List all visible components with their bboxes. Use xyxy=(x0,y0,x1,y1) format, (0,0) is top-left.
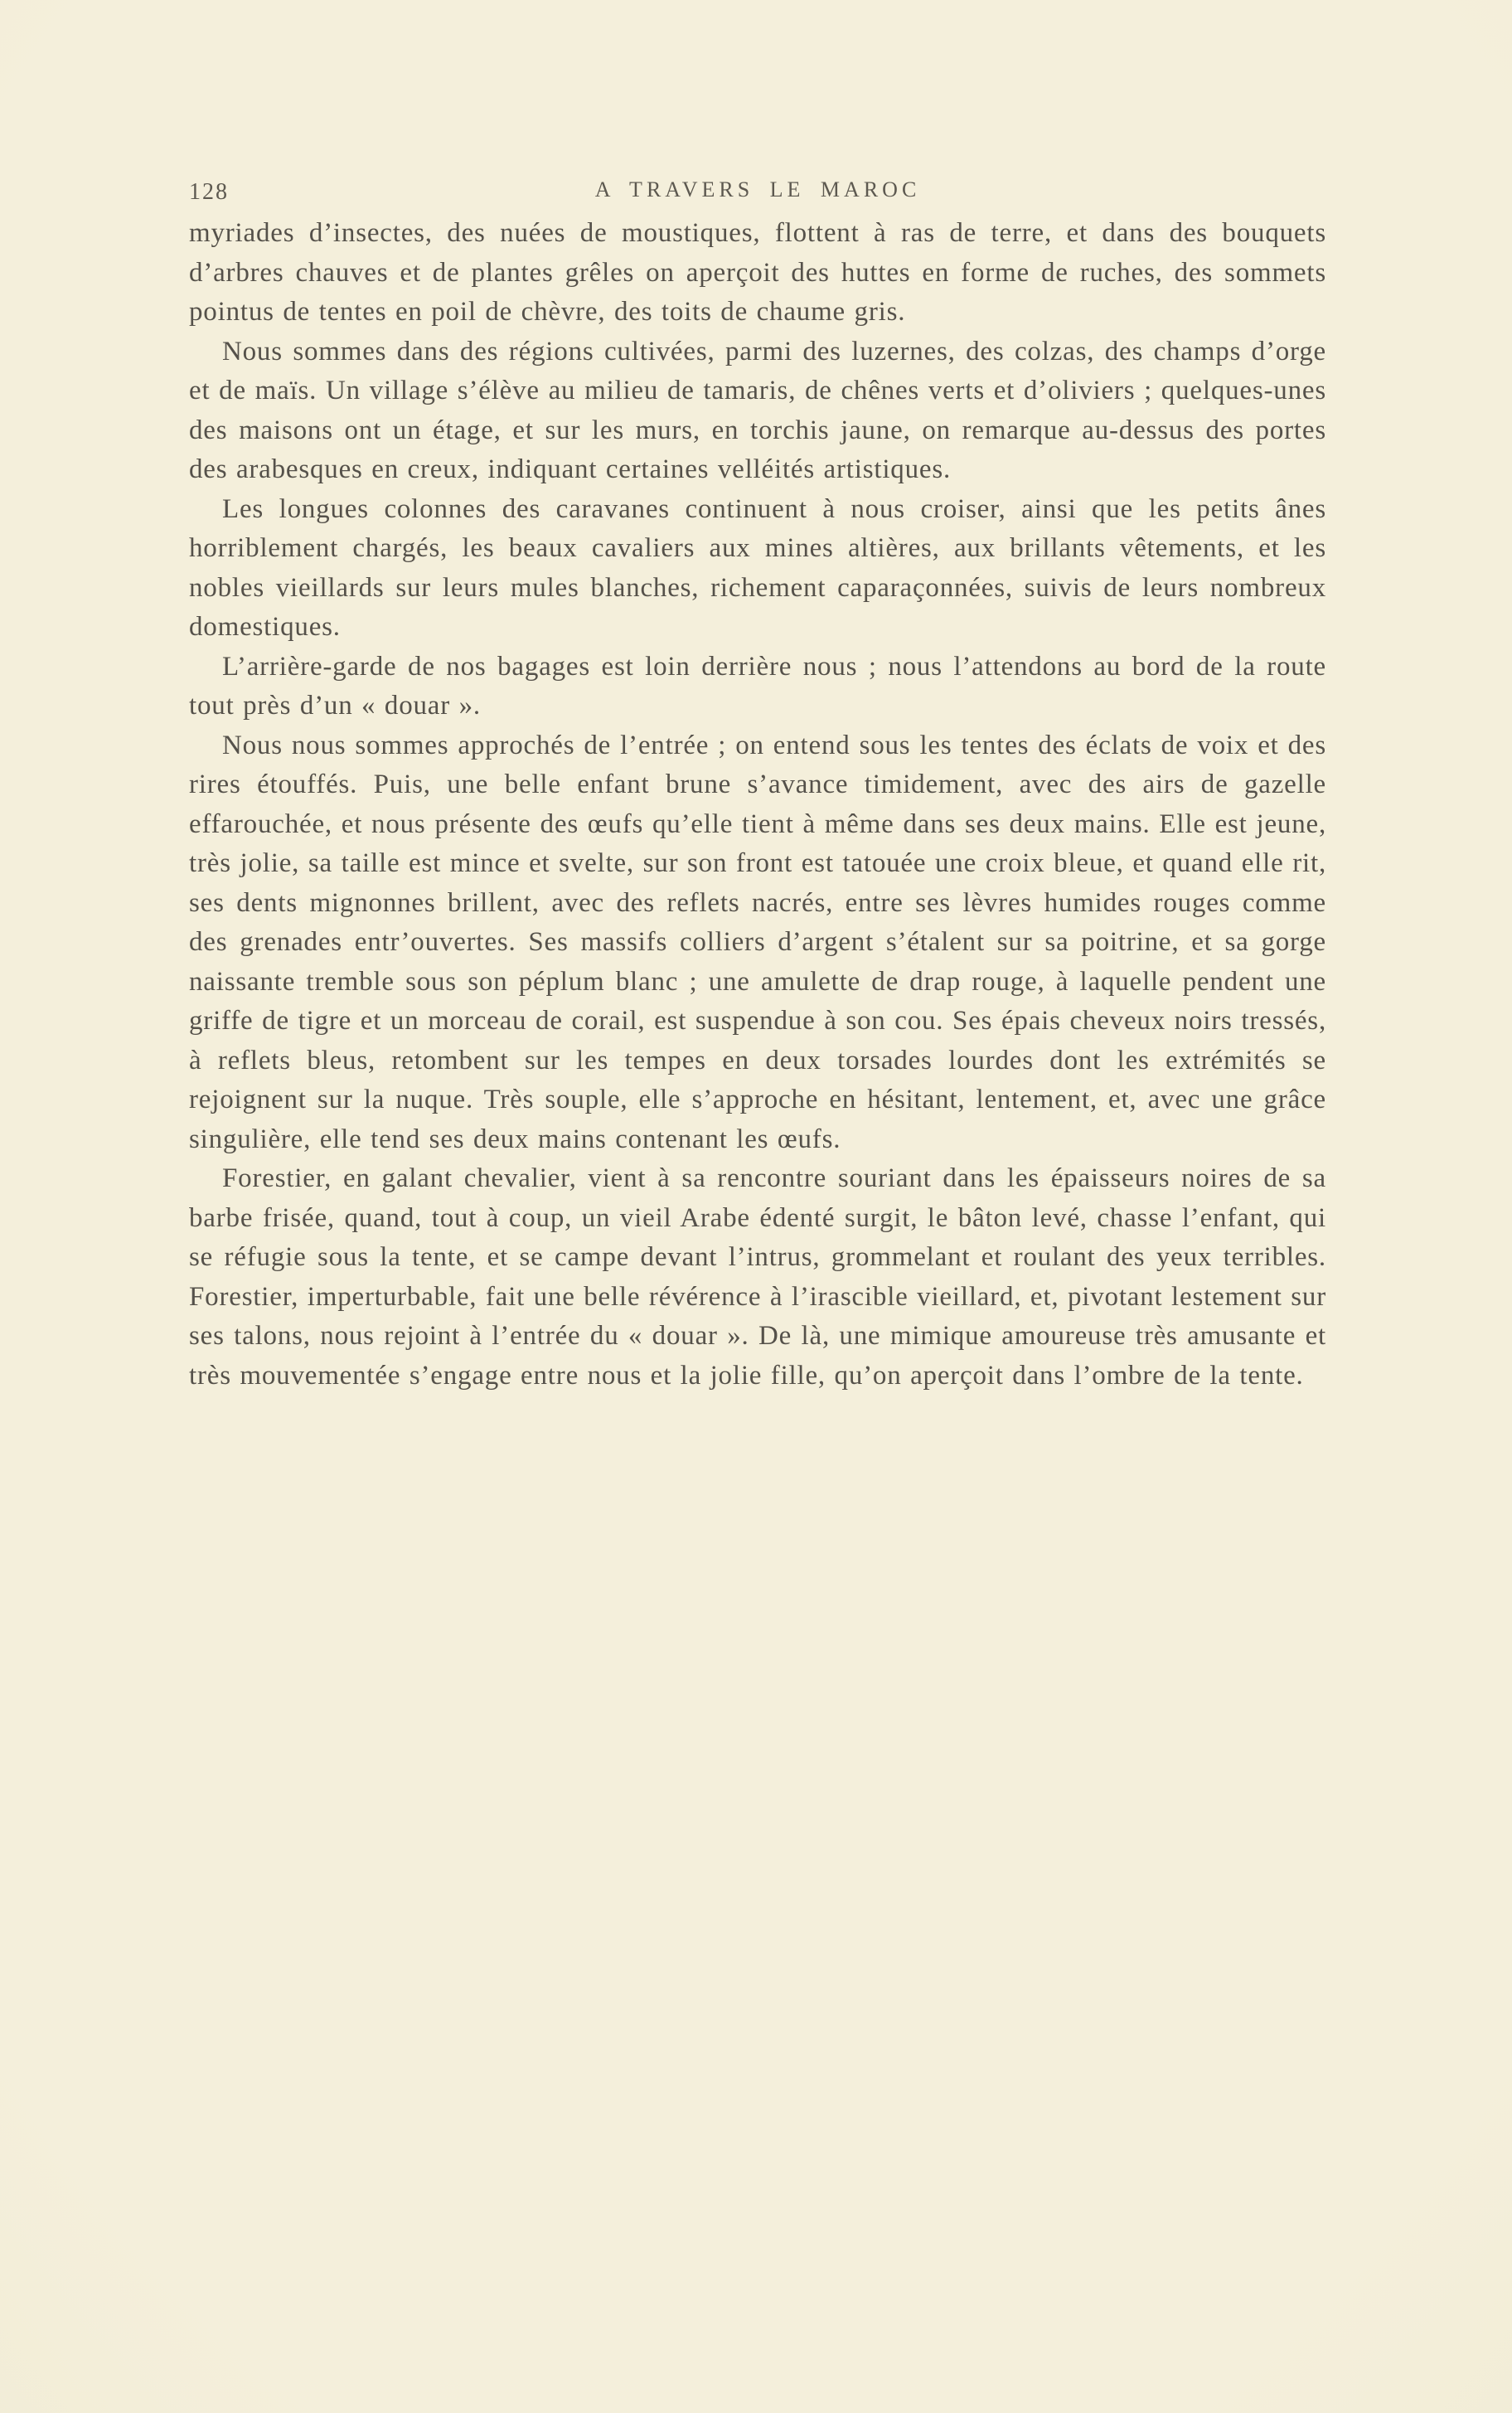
paragraph: Nous nous sommes approchés de l’entrée ; on entend sous les tentes des éclats de voix et des rires étouffés. Puis, une belle enfant brune s’avance timidement, avec des airs de gazelle effarouchée, et nous présente des œufs qu’elle tient à même dans ses deux mains. Elle est jeune, très jolie, sa taille est mince et svelte, sur son front est tatouée une croix bleue, et quand elle rit, ses dents mignonnes brillent, avec des reflets nacrés, entre ses lèvres humides rouges comme des grenades entr’ouvertes. Ses massifs colliers d’argent s’étalent sur sa poitrine, et sa gorge naissante tremble sous son péplum blanc ; une amulette de drap rouge, à laquelle pendent une griffe de tigre et un morceau de corail, est suspendue à son cou. Ses épais cheveux noirs tressés, à reflets bleus, retombent sur les tempes en deux torsades lourdes dont les extrémités se rejoignent sur la nuque. Très souple, elle s’approche en hésitant, lentement, et, avec une grâce singulière, elle tend ses deux mains contenant les œufs. xyxy=(189,730,1326,1154)
paragraph: Nous sommes dans des régions cultivées, parmi des luzernes, des colzas, des champs d’orge et de maïs. Un village s’élève au milieu de tamaris, de chênes verts et d’oliviers ; quelques-unes des maisons ont un étage, et sur les murs, en torchis jaune, on remarque au-dessus des portes des arabesques en creux, indiquant certaines velléités artistiques. xyxy=(189,336,1326,484)
running-title: A TRAVERS LE MAROC xyxy=(594,177,921,201)
paragraph: Les longues colonnes des caravanes continuent à nous croiser, ainsi que les petits ânes horriblement chargés, les beaux cavaliers aux mines altières, aux brillants vêtements, et les nobles vieillards sur leurs mules blanches, richement caparaçonnées, suivis de leurs nombreux domestiques. xyxy=(189,493,1326,642)
page-number: 128 xyxy=(189,179,229,205)
paragraph: myriades d’insectes, des nuées de moustiques, flottent à ras de terre, et dans des bouquets d’arbres chauves et de plantes grêles on aperçoit des huttes en forme de ruches, des sommets pointus de tentes en poil de chèvre, des toits de chaume gris. xyxy=(189,218,1326,327)
text-block xyxy=(189,214,1326,1396)
paragraph: L’arrière-garde de nos bagages est loin derrière nous ; nous l’attendons au bord de la route tout près d’un « douar ». xyxy=(189,651,1326,721)
paragraph: Forestier, en galant chevalier, vient à sa rencontre souriant dans les épaisseurs noires de sa barbe frisée, quand, tout à coup, un vieil Arabe édenté surgit, le bâton levé, chasse l’enfant, qui se réfugie sous la tente, et se campe devant l’intrus, grommelant et roulant des yeux terribles. Forestier, imperturbable, fait une belle révérence à l’irascible vieillard, et, pivotant lestement sur ses talons, nous rejoint à l’entrée du « douar ». De là, une mimique amoureuse très amusante et très mouvementée s’engage entre nous et la jolie fille, qu’on aperçoit dans l’ombre de la tente. xyxy=(189,1163,1326,1391)
page-header xyxy=(189,176,1326,209)
